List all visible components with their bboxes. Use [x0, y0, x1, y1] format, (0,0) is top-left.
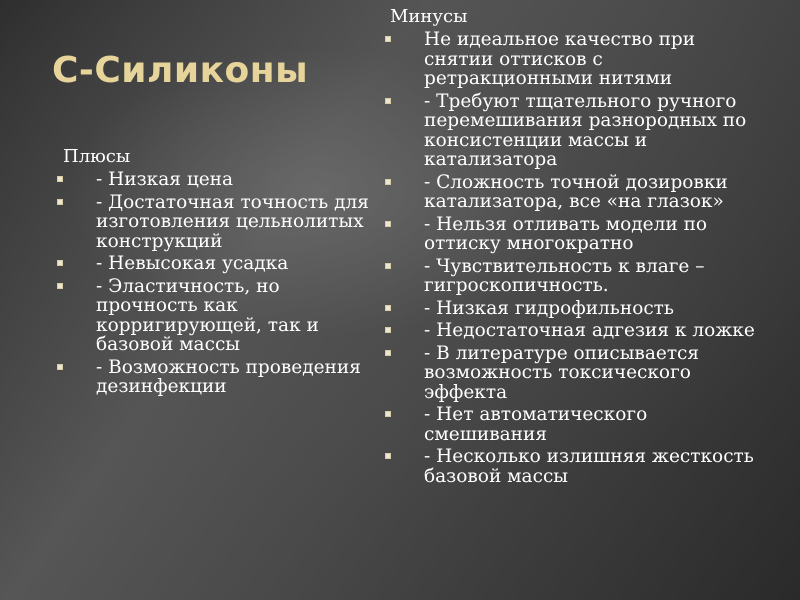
- cons-list-item: - Низкая гидрофильность: [380, 299, 760, 319]
- cons-list-item: - Нет автоматического смешивания: [380, 405, 760, 444]
- pros-list-item: - Эластичность, но прочность как корригирующей, так и базовой массы: [52, 277, 382, 355]
- pros-list-item: - Невысокая усадка: [52, 254, 382, 274]
- pros-list: [52, 170, 382, 400]
- square-bullet-icon: [385, 221, 391, 227]
- pros-list-item: - Низкая цена: [52, 170, 382, 190]
- square-bullet-icon: [385, 179, 391, 185]
- pros-heading: Плюсы: [63, 146, 131, 167]
- cons-list-item: - Чувствительность к влаге – гигроскопичность.: [380, 257, 760, 296]
- square-bullet-icon: [57, 199, 63, 205]
- square-bullet-icon: [385, 36, 391, 42]
- square-bullet-icon: [57, 364, 63, 370]
- square-bullet-icon: [57, 260, 63, 266]
- square-bullet-icon: [385, 327, 391, 333]
- cons-list-item: Не идеальное качество при снятии оттисков с ретракционными нитями: [380, 30, 760, 89]
- slide-title: С-Силиконы: [52, 50, 309, 91]
- square-bullet-icon: [385, 453, 391, 459]
- cons-list-item: - В литературе описывается возможность токсического эффекта: [380, 344, 760, 403]
- cons-list-item: - Несколько излишняя жесткость базовой массы: [380, 447, 760, 486]
- square-bullet-icon: [385, 350, 391, 356]
- square-bullet-icon: [57, 176, 63, 182]
- cons-heading: Минусы: [390, 6, 468, 27]
- square-bullet-icon: [385, 305, 391, 311]
- cons-list-item: - Нельзя отливать модели по оттиску многократно: [380, 215, 760, 254]
- pros-list-item: - Возможность проведения дезинфекции: [52, 358, 382, 397]
- cons-list-item: - Недостаточная адгезия к ложке: [380, 321, 760, 341]
- cons-list-item: - Требуют тщательного ручного перемешивания разнородных по консистенции массы и катализатора: [380, 92, 760, 170]
- square-bullet-icon: [385, 263, 391, 269]
- square-bullet-icon: [57, 283, 63, 289]
- square-bullet-icon: [385, 98, 391, 104]
- square-bullet-icon: [385, 411, 391, 417]
- pros-list-item: - Достаточная точность для изготовления цельнолитых конструкций: [52, 193, 382, 252]
- cons-list-item: - Сложность точной дозировки катализатора, все «на глазок»: [380, 173, 760, 212]
- cons-list: [380, 30, 760, 489]
